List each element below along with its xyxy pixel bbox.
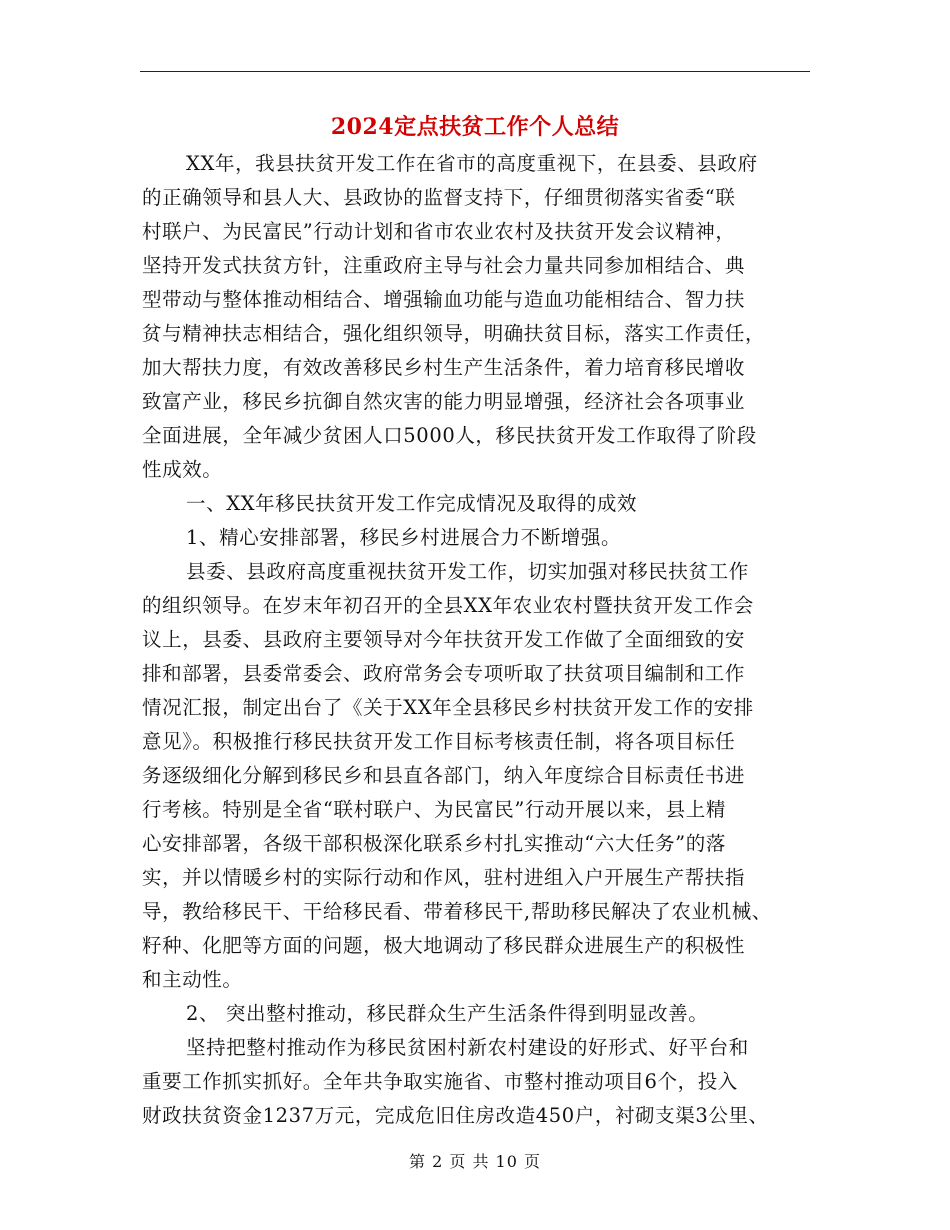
body-line: 导，教给移民干、干给移民看、带着移民干,帮助移民解决了农业机械、 bbox=[142, 900, 772, 923]
body-line: 村联户、为民富民”行动计划和省市农业农村及扶贫开发会议精神， bbox=[142, 220, 736, 243]
body-line: 型带动与整体推动相结合、增强输血功能与造血功能相结合、智力扶 bbox=[142, 288, 746, 311]
body-line: 务逐级细化分解到移民乡和县直各部门，纳入年度综合目标责任书进 bbox=[142, 764, 746, 787]
body-line: 实，并以情暖乡村的实际行动和作风，驻村进组入户开展生产帮扶指 bbox=[142, 866, 746, 889]
body-line: 重要工作抓实抓好。全年共争取实施省、市整村推动项目6个，投入 bbox=[142, 1070, 738, 1093]
body-line: 的正确领导和县人大、县政协的监督支持下，仔细贯彻落实省委“联 bbox=[142, 186, 736, 209]
body-line: 议上，县委、县政府主要领导对今年扶贫开发工作做了全面细致的安 bbox=[142, 628, 746, 651]
body-line: 排和部署，县委常委会、政府常务会专项听取了扶贫项目编制和工作 bbox=[142, 662, 746, 685]
body-line: 意见》。积极推行移民扶贫开发工作目标考核责任制，将各项目标任 bbox=[142, 730, 736, 753]
subsection-heading: 1、精心安排部署，移民乡村进展合力不断增强。 bbox=[186, 526, 622, 549]
body-line: 坚持把整村推动作为移民贫困村新农村建设的好形式、好平台和 bbox=[186, 1036, 749, 1059]
body-line: 的组织领导。在岁末年初召开的全县XX年农业农村暨扶贫开发工作会 bbox=[142, 594, 754, 617]
body-line: 致富产业，移民乡抗御自然灾害的能力明显增强，经济社会各项事业 bbox=[142, 390, 746, 413]
header-rule bbox=[140, 71, 810, 72]
page-number: 第 2 页 共 10 页 bbox=[409, 1152, 541, 1171]
body-line: 坚持开发式扶贫方针，注重政府主导与社会力量共同参加相结合、典 bbox=[142, 254, 746, 277]
body-line: 贫与精神扶志相结合，强化组织领导，明确扶贫目标，落实工作责任， bbox=[142, 322, 766, 345]
body-line: 性成效。 bbox=[142, 458, 223, 481]
body-line: 县委、县政府高度重视扶贫开发工作，切实加强对移民扶贫工作 bbox=[186, 560, 749, 583]
body-line: XX年，我县扶贫开发工作在省市的高度重视下，在县委、县政府 bbox=[186, 152, 758, 175]
body-line: 情况汇报，制定出台了《关于XX年全县移民乡村扶贫开发工作的安排 bbox=[142, 696, 754, 719]
body-line: 和主动性。 bbox=[142, 968, 243, 991]
body-line: 心安排部署，各级干部积极深化联系乡村扎实推动“六大任务”的落 bbox=[142, 832, 726, 855]
subsection-heading: 2、 突出整村推动，移民群众生产生活条件得到明显改善。 bbox=[186, 1002, 709, 1025]
body-line: 财政扶贫资金1237万元，完成危旧住房改造450户，衬砌支渠3公里、 bbox=[142, 1104, 769, 1127]
document-title: 2024定点扶贫工作个人总结 bbox=[330, 114, 620, 140]
body-line: 全面进展，全年减少贫困人口5000人，移民扶贫开发工作取得了阶段 bbox=[142, 424, 757, 447]
section-heading: 一、XX年移民扶贫开发工作完成情况及取得的成效 bbox=[186, 492, 638, 515]
body-line: 籽种、化肥等方面的问题，极大地调动了移民群众进展生产的积极性 bbox=[142, 934, 746, 957]
body-line: 加大帮扶力度，有效改善移民乡村生产生活条件，着力培育移民增收 bbox=[142, 356, 746, 379]
body-line: 行考核。特别是全省“联村联户、为民富民”行动开展以来，县上精 bbox=[142, 798, 726, 821]
